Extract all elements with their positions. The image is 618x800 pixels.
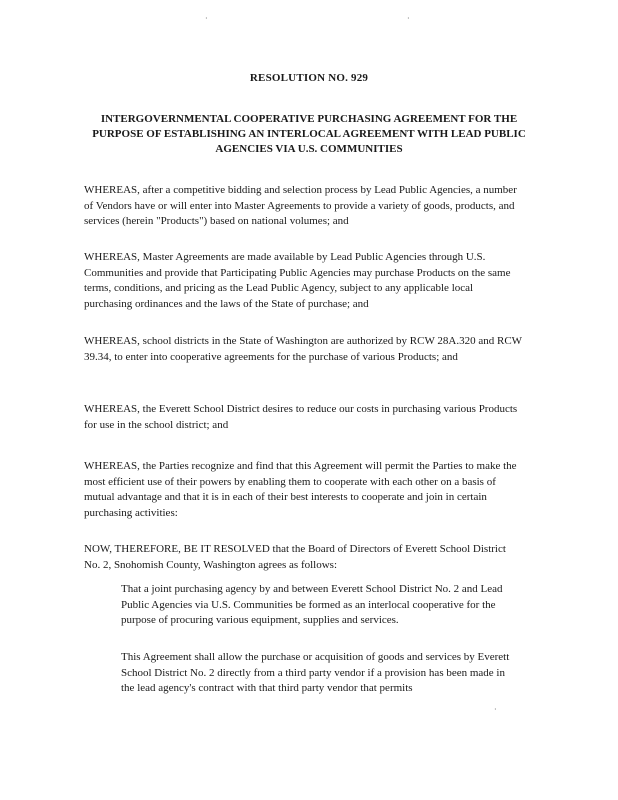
scan-speck: · [407, 14, 410, 23]
agreement-clause-1: That a joint purchasing agency by and between Everett School District No. 2 and Lead Public Agencies via U.S. Communities be formed as an interlocal cooperative for the purpose of procuring various equipment, supplies and services. [121, 583, 503, 626]
whereas-clause-3: WHEREAS, school districts in the State of Washington are authorized by RCW 28A.320 and RCW 39.34, to enter into cooperative agreements for the purchase of various Products; and [84, 335, 522, 363]
whereas-clause-1: WHEREAS, after a competitive bidding and selection process by Lead Public Agencies, a number of Vendors have or will enter into Master Agreements to provide a variety of goods, products, and services (herein "Products") based on national volumes; and [84, 184, 517, 227]
resolved-clause: NOW, THEREFORE, BE IT RESOLVED that the Board of Directors of Everett School District No. 2, Snohomish County, Washington agrees as follows: [84, 543, 506, 571]
scan-speck: · [205, 14, 208, 23]
agreement-heading: INTERGOVERNMENTAL COOPERATIVE PURCHASING AGREEMENT FOR THE PURPOSE OF ESTABLISHING AN INTERLOCAL AGREEMENT WITH LEAD PUBLIC AGENCIES VIA U.S. COMMUNITIES [92, 113, 526, 155]
whereas-clause-4: WHEREAS, the Everett School District desires to reduce our costs in purchasing various Products for use in the school district; and [84, 403, 518, 431]
whereas-clause-2: WHEREAS, Master Agreements are made available by Lead Public Agencies through U.S. Communities and provide that Participating Public Agencies may purchase Products on the same terms, conditions, and pricing as the Lead Public Agency, subject to any applicable local purchasing ordinances and the laws of the State of purchase; and [84, 251, 511, 310]
agreement-clause-2: This Agreement shall allow the purchase or acquisition of goods and services by Everett School District No. 2 directly from a third party vendor if a provision has been made in the lead agency's contract with that third party vendor that permits [121, 651, 510, 694]
resolution-number: RESOLUTION NO. 929 [249, 72, 369, 84]
scan-speck: · [494, 705, 497, 714]
whereas-clause-5: WHEREAS, the Parties recognize and find that this Agreement will permit the Parties to make the most efficient use of their powers by enabling them to cooperate with each other on a basis of mutual advantage and that it is in each of their best interests to cooperate and join in certain purchasing activities: [84, 460, 517, 519]
